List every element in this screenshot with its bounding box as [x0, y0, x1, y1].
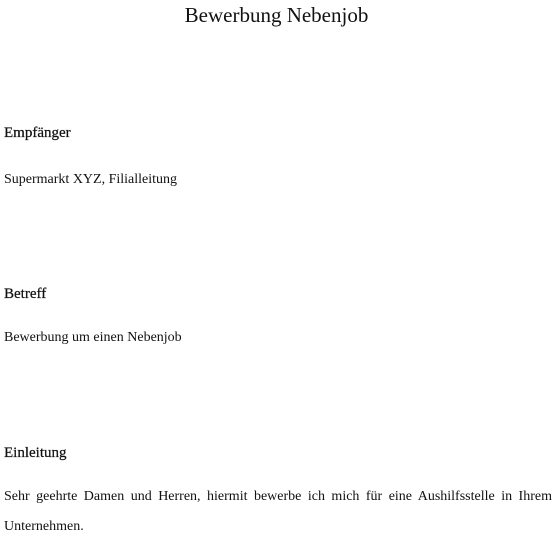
section-heading-recipient: Empfänger [4, 125, 71, 141]
document-title: Bewerbung Nebenjob [184, 3, 369, 27]
section-content-introduction: Sehr geehrte Damen und Herren, hiermit bewerbe ich mich für eine Aushilfsstelle in Ihrem Unternehmen. [4, 489, 552, 534]
section-content-recipient: Supermarkt XYZ, Filialleitung [4, 172, 178, 187]
section-heading-subject: Betreff [4, 286, 47, 302]
section-content-subject: Bewerbung um einen Nebenjob [4, 330, 182, 345]
section-heading-introduction: Einleitung [4, 445, 67, 461]
